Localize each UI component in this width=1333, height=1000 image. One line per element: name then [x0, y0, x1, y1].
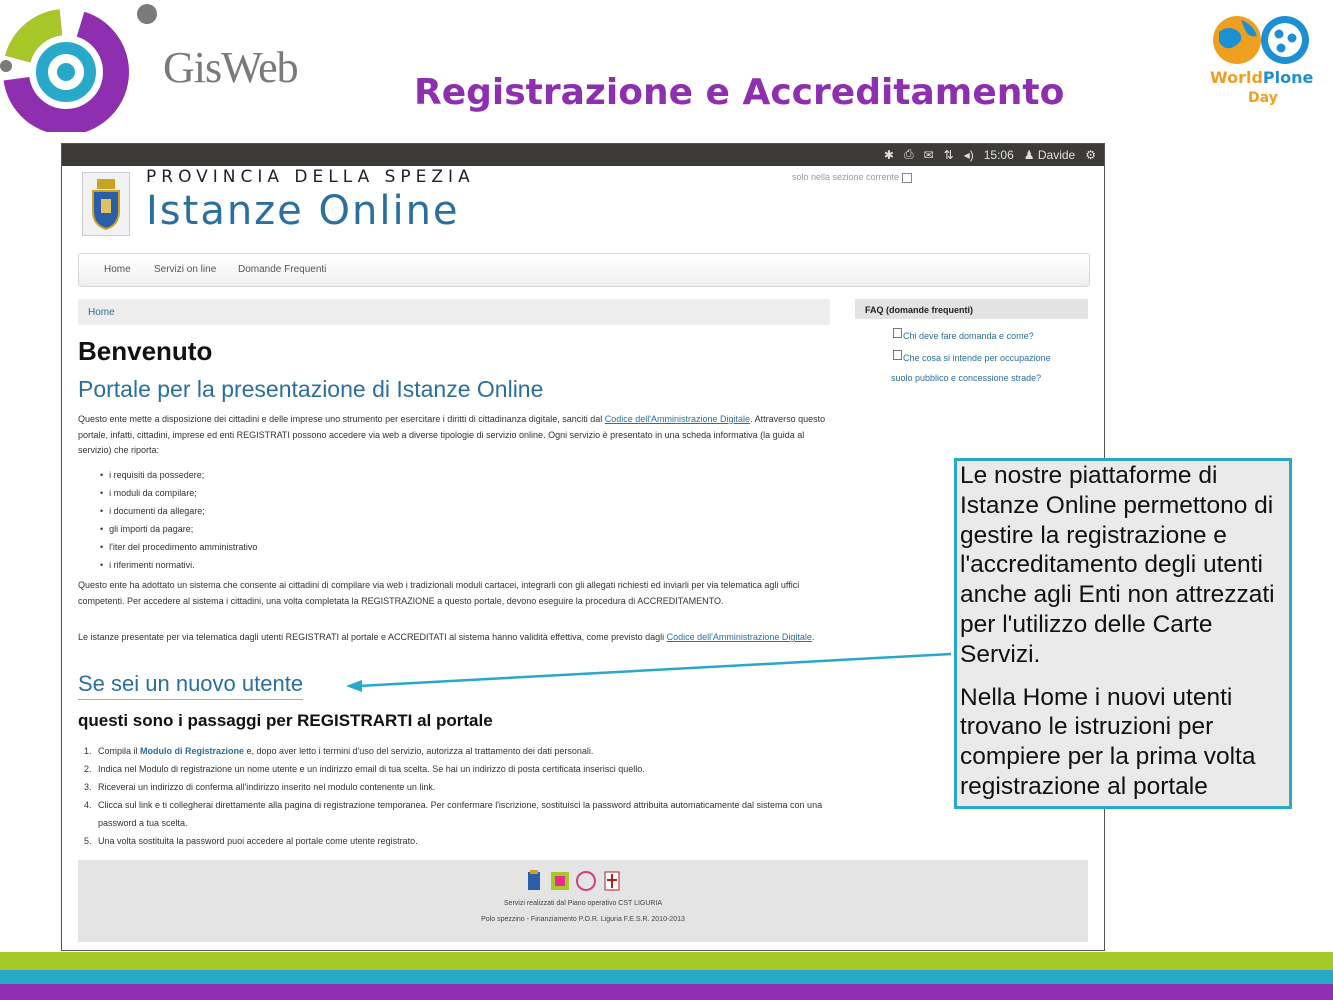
- faq-item[interactable]: Chi deve fare domanda e come?: [855, 319, 1088, 346]
- printer-icon[interactable]: ⎙: [903, 147, 914, 161]
- nav-home[interactable]: Home: [104, 264, 131, 275]
- footer-credits: Servizi realizzati dal Piano operativo CST LIGURIA: [503, 900, 663, 907]
- bug-icon[interactable]: ✱: [883, 147, 894, 162]
- user-icon: ♟: [1023, 147, 1035, 162]
- system-top-bar: [62, 144, 1104, 166]
- clock[interactable]: 15:06: [983, 147, 1014, 162]
- welcome-heading: Benvenuto: [78, 336, 213, 366]
- document-icon: [893, 350, 902, 360]
- network-icon[interactable]: ⇅: [943, 147, 954, 162]
- list-item: 3. Riceverai un indirizzo di conferma all'indirizzo inserito nel modulo contenente un link.: [84, 782, 436, 792]
- registration-form-link[interactable]: Modulo di Registrazione: [140, 746, 245, 756]
- service-info-list: [92, 466, 257, 574]
- main-nav: [78, 253, 1090, 287]
- world-plone-day-label: WorldPlone: [1210, 68, 1314, 87]
- steps-heading: questi sono i passaggi per REGISTRARTI al portale: [78, 711, 493, 730]
- search-scope-checkbox[interactable]: [902, 173, 912, 183]
- volume-icon[interactable]: ◂): [963, 147, 974, 162]
- user-menu[interactable]: ♟ Davide: [1023, 147, 1076, 162]
- list-item: 1. Compila il Modulo di Registrazione e, dopo aver letto i termini d'uso del servizio, autorizza al trattamento dei dati personali.: [84, 746, 594, 756]
- list-item: 2. Indica nel Modulo di registrazione un nome utente e un indirizzo email di tua scelta. Se hai un indirizzo di posta certificata inserisci quello.: [84, 764, 645, 774]
- app-title: Istanze Online: [146, 188, 460, 234]
- portal-title: Portale per la presentazione di Istanze Online: [78, 376, 544, 402]
- intro-paragraph: Questo ente mette a disposizione dei cittadini e delle imprese uno strumento per esercitare i diritti di cittadinanza digitale, sanciti dal Codice dell'Amministrazione Digitale. Attraverso questo portale, infatti, cittadini, imprese ed enti REGISTRATI possono accedere via web a diverse tipologie di servizio online. Ogni servizio è presentato in una scheda informativa (la guida al servizio) che riporta:: [78, 414, 826, 455]
- list-item: • gli importi da pagare;: [100, 520, 257, 538]
- callout-paragraph: Le nostre piattaforme di Istanze Online permettono di gestire la registrazione e l'accreditamento degli utenti anche agli Enti non attrezzati per l'utilizzo delle Carte Servizi.: [960, 462, 1275, 668]
- list-item: 4. Clicca sul link e ti collegherai direttamente alla pagina di registrazione temporanea. Per confermare l'iscrizione, sostituisci la password attribuita automaticamente dal sistema con una password a tua scelta.: [84, 800, 823, 828]
- liguria-region-logo: [602, 870, 622, 892]
- search-scope-option[interactable]: solo nella sezione corrente: [792, 172, 912, 183]
- new-user-heading: Se sei un nuovo utente: [78, 671, 303, 700]
- cad-link[interactable]: Codice dell'Amministrazione Digitale: [666, 632, 812, 642]
- page-footer: [78, 860, 1088, 942]
- footer-stripe-purple: [0, 984, 1333, 1000]
- breadcrumb-home-link[interactable]: Home: [88, 307, 115, 318]
- faq-title: FAQ (domande frequenti): [855, 299, 1088, 319]
- slide-title: Registrazione e Accreditamento: [414, 72, 1065, 113]
- nav-servizi-online[interactable]: Servizi on line: [154, 264, 217, 275]
- list-item: 5. Una volta sostituita la password puoi accedere al portale come utente registrato.: [84, 836, 418, 846]
- footer-funding: Polo spezzino - Finanziamento P.O.R. Liguria F.E.S.R. 2010-2013: [481, 916, 685, 923]
- breadcrumb: [78, 299, 830, 325]
- faq-portlet: [855, 299, 1088, 399]
- partner-logo: [576, 870, 596, 892]
- footer-stripe-cyan: [0, 970, 1333, 984]
- list-item: • i moduli da compilare;: [100, 484, 257, 502]
- list-item: • i requisiti da possedere;: [100, 466, 257, 484]
- callout-paragraph: Nella Home i nuovi utenti trovano le istruzioni per compiere per la prima volta registrazione al portale: [960, 683, 1256, 800]
- power-icon[interactable]: ⚙: [1085, 147, 1096, 162]
- footer-stripe-green: [0, 952, 1333, 970]
- list-item: • i documenti da allegare;: [100, 502, 257, 520]
- faq-item[interactable]: Che cosa si intende per occupazione suolo pubblico e concessione strade?: [855, 346, 1088, 388]
- gisweb-wordmark: GisWeb: [163, 43, 298, 92]
- system-paragraph: Questo ente ha adottato un sistema che consente ai cittadini di compilare via web i tradizionali moduli cartacei, integrarli con gli allegati richiesti ed inviarli per via telematica agli uffici competenti. Per accedere al sistema i cittadini, una volta completata la REGISTRAZIONE a questo portale, devono eseguire la procedura di ACCREDITAMENTO.: [78, 580, 800, 606]
- callout-box: [954, 458, 1292, 809]
- document-icon: [893, 328, 902, 338]
- province-logo: [524, 870, 544, 892]
- nav-domande-frequenti[interactable]: Domande Frequenti: [238, 264, 327, 275]
- list-item: • l'iter del procedimento amministrativo: [100, 538, 257, 556]
- cad-link[interactable]: Codice dell'Amministrazione Digitale: [604, 414, 751, 424]
- cst-logo: [550, 870, 570, 892]
- registration-steps: [84, 742, 834, 850]
- province-emblem: [82, 172, 130, 236]
- validity-paragraph: Le istanze presentate per via telematica dagli utenti REGISTRATI al portale e ACCREDITATI al sistema hanno validità effettiva, come previsto dagli Codice dell'Amministrazione Digitale.: [78, 632, 815, 642]
- mail-icon[interactable]: ✉: [923, 147, 934, 162]
- organization-name: PROVINCIA DELLA SPEZIA: [146, 167, 475, 187]
- list-item: • i riferimenti normativi.: [100, 556, 257, 574]
- portal-screenshot: [61, 143, 1105, 951]
- world-plone-day-day: Day: [1248, 90, 1278, 106]
